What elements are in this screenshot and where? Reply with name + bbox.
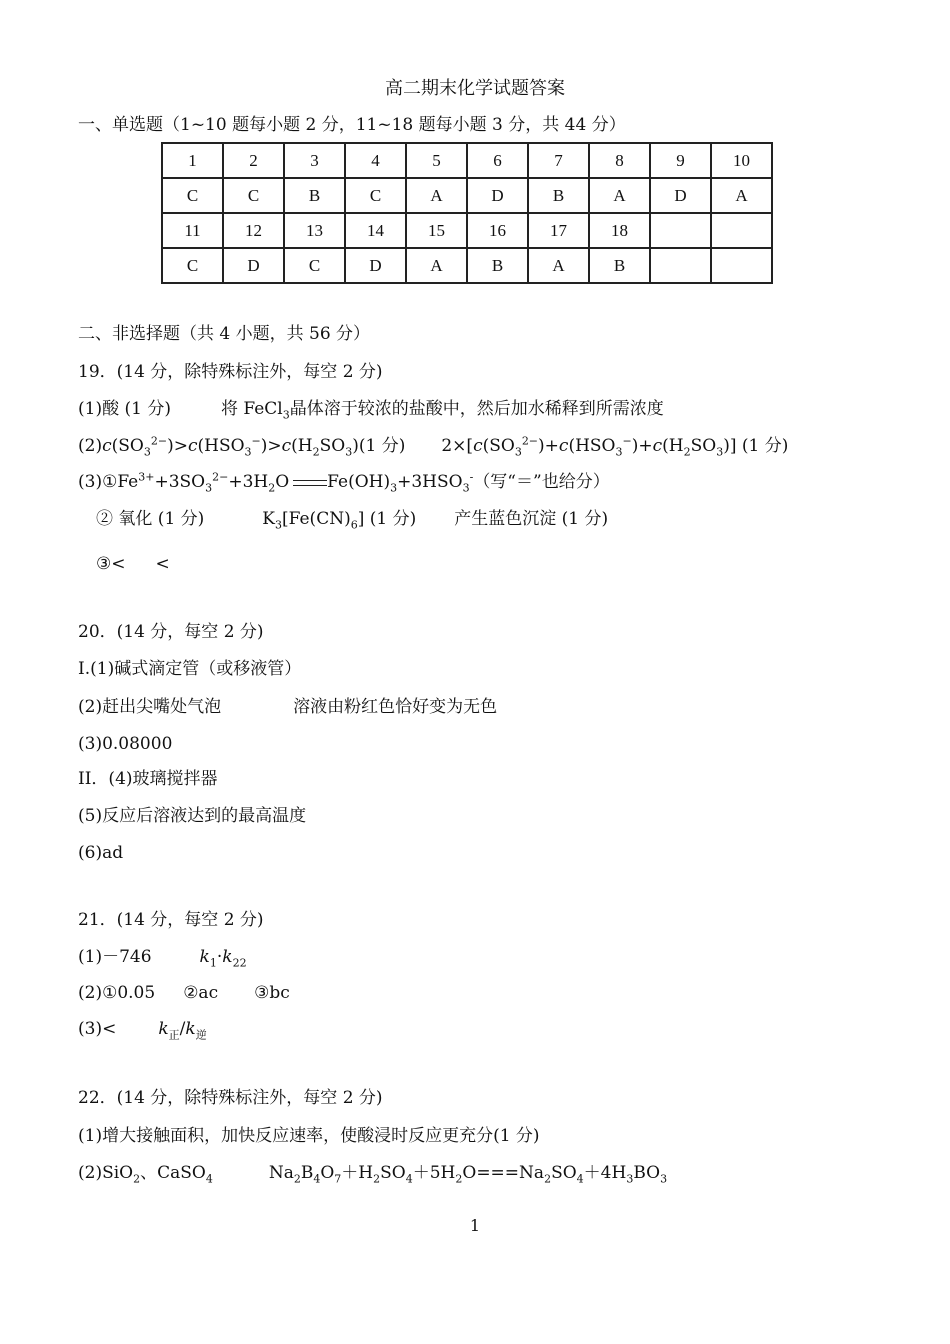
- table-cell: A: [406, 248, 467, 283]
- table-cell: [711, 248, 772, 283]
- q19-part1-method: 将 FeCl$_3$晶体溶于较浓的盐酸中，然后加水稀释到所需浓度: [220, 399, 664, 422]
- q19-part3-2: ② 氧化 (1 分) $K_3[Fe(CN)_6]$ (1 分) 产生蓝色沉淀 (1 分): [96, 509, 609, 532]
- table-cell: [650, 213, 711, 248]
- table-cell: A: [406, 178, 467, 213]
- q21-heading: 21．(14 分，每空 2 分): [78, 910, 264, 930]
- q21-part2: (2)①0.05 ②ac ③bc: [78, 983, 290, 1003]
- table-cell: 17: [528, 213, 589, 248]
- table-cell: B: [284, 178, 345, 213]
- table-cell: 7: [528, 143, 589, 178]
- section-heading-choice: 一、单选题（1~10 题每小题 2 分，11~18 题每小题 3 分，共 44 分）: [78, 115, 626, 135]
- table-cell: B: [528, 178, 589, 213]
- table-row: [162, 143, 772, 178]
- q19-part1: [78, 398, 664, 420]
- table-cell: C: [284, 248, 345, 283]
- table-cell: C: [162, 248, 223, 283]
- table-cell: 6: [467, 143, 528, 178]
- table-cell: 9: [650, 143, 711, 178]
- table-cell: A: [528, 248, 589, 283]
- table-cell: C: [162, 178, 223, 213]
- table-cell: 16: [467, 213, 528, 248]
- table-cell: D: [650, 178, 711, 213]
- table-cell: 5: [406, 143, 467, 178]
- q22-heading: 22．(14 分，除特殊标注外，每空 2 分): [78, 1088, 383, 1108]
- table-cell: 11: [162, 213, 223, 248]
- q19-part2-conservation: $2\times[c(SO_3^{2-})+c(HSO_3^-)+c(H_2SO_3)]$ (1 分): [441, 434, 789, 459]
- table-cell: D: [223, 248, 284, 283]
- table-cell: C: [345, 178, 406, 213]
- table-cell: A: [589, 178, 650, 213]
- table-cell: [711, 213, 772, 248]
- table-row: [162, 248, 772, 283]
- q22-equation: $Na_2B_4O_7+H_2SO_4+5H_2O===Na_2SO_4+4H_3BO_3$: [268, 1163, 668, 1186]
- table-cell: D: [467, 178, 528, 213]
- q19-part3-equation: $(3)①Fe^{3+}+3SO_3^{2-}+3H_2O$ $Fe(OH)_3+3HSO_3^-$（写“＝”也给分）: [78, 470, 610, 495]
- q20-part5: (5)反应后溶液达到的最高温度: [78, 806, 307, 826]
- table-cell: 12: [223, 213, 284, 248]
- table-cell: 3: [284, 143, 345, 178]
- q20-part2: (2)赶出尖嘴处气泡 溶液由粉红色恰好变为无色: [78, 697, 498, 717]
- q22-part1: (1)增大接触面积，加快反应速率，使酸浸时反应更充分(1 分): [78, 1126, 540, 1146]
- q19-heading: 19．(14 分，除特殊标注外，每空 2 分): [78, 362, 383, 382]
- table-cell: 4: [345, 143, 406, 178]
- table-cell: B: [467, 248, 528, 283]
- q19-part1-answer: (1)酸 (1 分): [78, 399, 171, 419]
- answer-table: [161, 142, 773, 284]
- q19-reagent: $K_3[Fe(CN)_6]$ (1 分): [262, 509, 417, 532]
- table-cell: 13: [284, 213, 345, 248]
- table-cell: D: [345, 248, 406, 283]
- table-cell: 14: [345, 213, 406, 248]
- table-cell: 2: [223, 143, 284, 178]
- table-cell: [650, 248, 711, 283]
- q21-part3: $(3)< k_正/k_逆$: [78, 1019, 207, 1042]
- equilibrium-arrow-icon: [293, 476, 327, 490]
- q20-heading: 20．(14 分，每空 2 分): [78, 622, 264, 642]
- table-cell: 18: [589, 213, 650, 248]
- table-cell: C: [223, 178, 284, 213]
- q21-part1: (1)－746 $k_1\cdot k_{22}$: [78, 947, 247, 970]
- q20-part6: (6)ad: [78, 843, 124, 863]
- page-title: 高二期末化学试题答案: [385, 78, 565, 99]
- table-cell: B: [589, 248, 650, 283]
- q20-part4: II．(4)玻璃搅拌器: [78, 769, 218, 789]
- table-cell: 15: [406, 213, 467, 248]
- table-row: [162, 213, 772, 248]
- q19-part2: $(2)c(SO_3^{2-})>c(HSO_3^-)>c(H_2SO_3)(1$ 分) $2\times[c(SO_3^{2-})+c(HSO_3^-)+c(H_2SO_3)]$ (1 分): [78, 434, 789, 459]
- q19-phenomenon: 产生蓝色沉淀 (1 分): [454, 509, 609, 529]
- q19-part3-3: ③< <: [96, 554, 170, 574]
- section-heading-nonchoice: 二、非选择题（共 4 小题，共 56 分）: [78, 324, 371, 344]
- table-cell: 1: [162, 143, 223, 178]
- table-cell: 10: [711, 143, 772, 178]
- table-row: [162, 178, 772, 213]
- table-cell: A: [711, 178, 772, 213]
- page-number: 1: [469, 1216, 481, 1235]
- q20-part3: (3)0.08000: [78, 734, 173, 754]
- table-cell: 8: [589, 143, 650, 178]
- q20-part1: Ⅰ.(1)碱式滴定管（或移液管）: [78, 659, 302, 679]
- q22-part2: (2)SiO$_2$、CaSO$_4$ $Na_2B_4O_7+H_2SO_4+5H_2O===Na_2SO_4+4H_3BO_3$: [78, 1163, 668, 1186]
